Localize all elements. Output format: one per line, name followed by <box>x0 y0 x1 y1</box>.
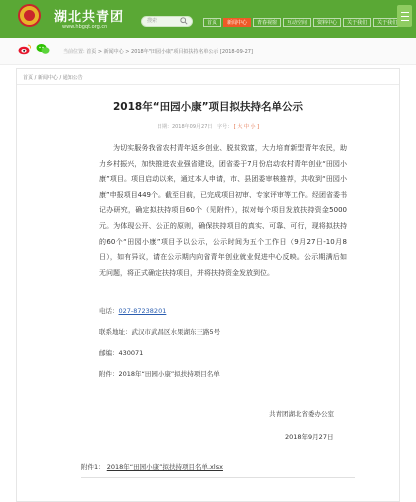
site-title[interactable]: 湖北共青团 <box>54 10 125 25</box>
sub-bar <box>0 38 416 65</box>
font-size-switch[interactable]: [ 大 中 小 ] <box>233 124 260 130</box>
nav-about-2[interactable]: 关于我们 <box>373 18 401 27</box>
location-text[interactable]: 首页 > 新闻中心 > 2018年"田园小康"项目拟扶持名单公示 [2018-09-27] <box>86 49 253 55</box>
phone-link[interactable]: 027-87238201 <box>118 307 167 315</box>
file-download-link[interactable]: 2018年“田园小康”拟扶持项目名单.xlsx <box>106 463 223 471</box>
divider <box>17 84 399 85</box>
signature-org: 共青团湖北省委办公室 <box>269 410 334 418</box>
site-url: www.hbgqt.org.cn <box>62 24 108 30</box>
contact-phone <box>99 306 166 315</box>
breadcrumb[interactable]: 首页 / 新闻中心 / 通知公告 <box>23 75 83 81</box>
nav-resources[interactable]: 资料中心 <box>313 18 341 27</box>
nav-home[interactable]: 首页 <box>203 18 221 27</box>
article-card <box>16 68 400 502</box>
attachment-label: 附件： <box>99 370 119 378</box>
league-emblem-icon[interactable] <box>18 4 41 27</box>
signature-date: 2018年9月27日 <box>285 433 334 441</box>
menu-icon[interactable] <box>397 5 412 27</box>
nav-interaction[interactable]: 互动空间 <box>283 18 311 27</box>
nav-youth-window[interactable]: 青春视窗 <box>253 18 281 27</box>
article-meta <box>17 123 399 130</box>
wechat-icon[interactable] <box>36 43 50 55</box>
address-value: 武汉市武昌区水果湖东三路5号 <box>131 328 221 336</box>
location-breadcrumb <box>63 48 253 55</box>
attachment-divider <box>81 477 355 478</box>
location-label: 当前位置: <box>63 49 85 55</box>
attachment-value: 2018年“田园小康”拟扶持项目名单 <box>118 370 220 378</box>
contact-address <box>99 327 220 336</box>
article-title: 2018年“田园小康”项目拟扶持名单公示 <box>112 101 304 113</box>
article-date: 日期：2018年09月27日 <box>156 124 213 130</box>
zip-label: 邮编： <box>99 349 119 357</box>
main-nav <box>203 18 401 27</box>
zip-value: 430071 <box>118 349 144 357</box>
weibo-icon[interactable] <box>18 43 32 55</box>
attachment-note <box>99 369 220 378</box>
article-body: 为切实服务我省农村青年返乡创业、脱贫致富，大力培育新型青年农民，助力乡村振兴，加快推进农业强省建设，团省委于7月份启动农村青年创业“田园小康”项目。项目启动以来，通过本人申请，市、县团委审核推荐，共收到“田园小康”申报项目449个。截至目前，已完成项目初审、专家评审等工作。经团省委书记办研究，确定拟扶持项目60个（见附件），拟对每个项目发放扶持资金5000元。为体现公开、公正的原则，确保扶持项目的真实、可靠、可行，现将拟扶持的60个“田园小康”项目予以公示，公示时间为五个工作日（9月27日-10月8日），如有异议，请在公示期内向省青年创业就业促进中心反映。公示期满后如无问题，将正式确定扶持项目，并将扶持资金发放到位。 <box>99 144 347 277</box>
search-icon[interactable] <box>180 17 188 25</box>
site-header <box>0 0 416 38</box>
font-size-label: 字号： <box>217 124 233 130</box>
file-label: 附件1： <box>81 463 105 471</box>
nav-news[interactable]: 新闻中心 <box>223 18 251 27</box>
nav-about[interactable]: 关于我们 <box>343 18 371 27</box>
search-input[interactable]: 搜索 <box>141 16 193 27</box>
attachment-file <box>81 462 223 471</box>
phone-label: 电话： <box>99 307 119 315</box>
address-label: 联系地址： <box>99 328 132 336</box>
contact-zip <box>99 348 143 357</box>
